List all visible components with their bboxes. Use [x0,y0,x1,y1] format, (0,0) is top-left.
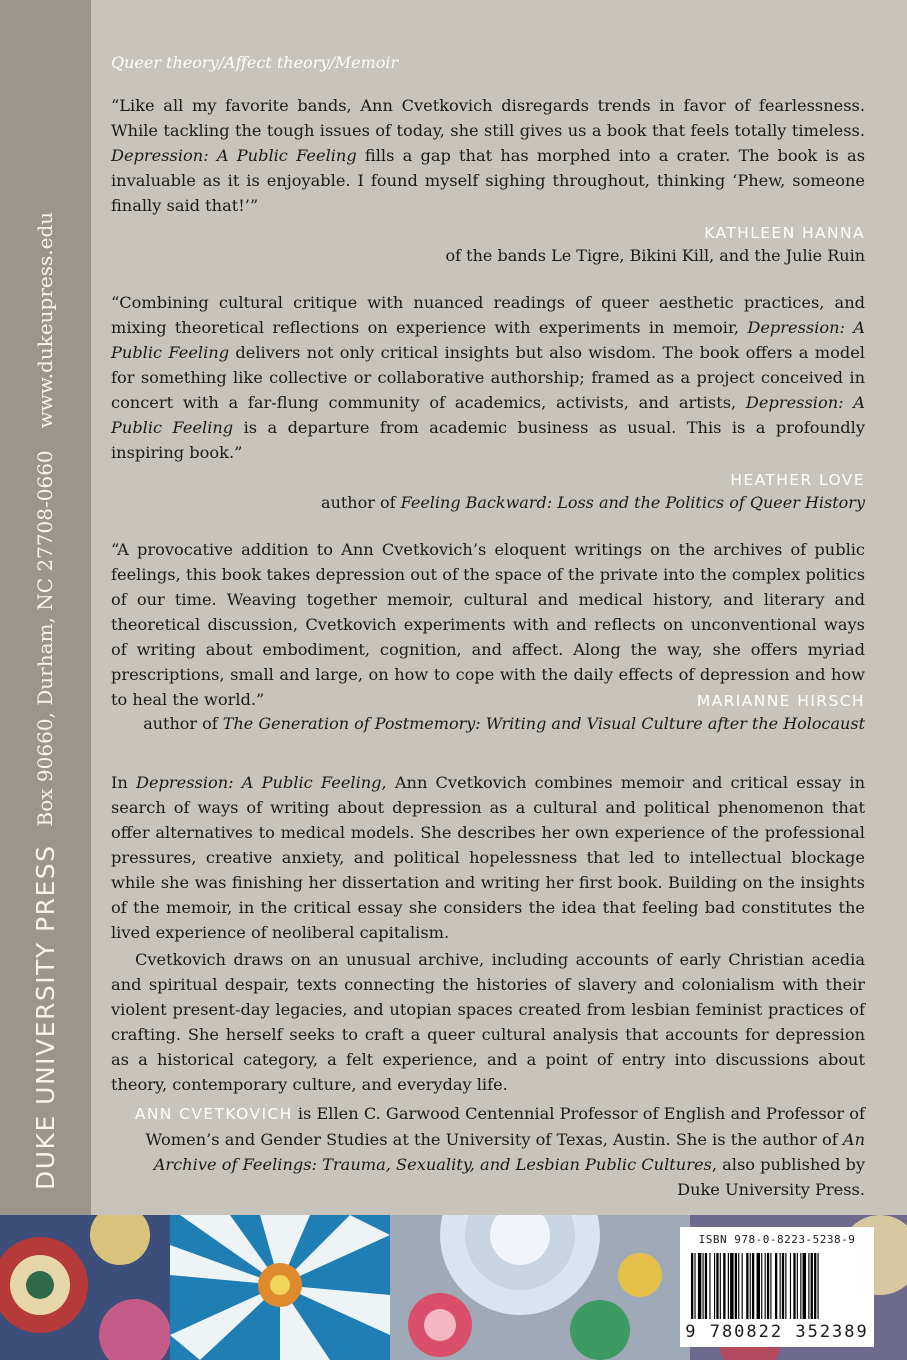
blurb-author: KATHLEEN HANNA [704,224,865,242]
blurb-affiliation: author of Feeling Backward: Loss and the Politics of Queer History [321,493,865,512]
main-content [111,50,865,1239]
author-name: ANN CVETKOVICH [134,1105,293,1123]
isbn-label: ISBN 978-0-8223-5238-9 [698,1233,856,1246]
blurb-author: MARIANNE HIRSCH [696,692,865,710]
author-bio: ANN CVETKOVICH is Ellen C. Garwood Centennial Professor of English and Professor of Women’s and Gender Studies at the University of Texas, Austin. She is the author of An Archive of Feelings: Trauma, Sexuality, and Lesbian Public Cultures, also published by Duke University Press. [134,1104,865,1199]
blurb-text: “Like all my favorite bands, Ann Cvetkovich disregards trends in favor of fearlessness. While tackling the tough issues of today, she still gives us a book that feels totally timeless. Depression: A Public Feeling fills a gap that has morphed into a crater. The book is as invaluable as it is enjoyable. I found myself sighing throughout, thinking ‘Phew, someone finally said that!’” [111,96,865,215]
blurb-hanna [111,93,865,268]
blurb-text: “A provocative addition to Ann Cvetkovich’s eloquent writings on the archives of public feelings, this book takes depression out of the space of the private into the complex politics of our time. Weaving together memoir, cultural and medical history, and literary and theoretical discussion, Cvetkovich experiments with and reflects on unconventional ways of writing about embodiment, cognition, and affect. Along the way, she offers myriad prescriptions, small and large, on how to cope with the daily effects of depression and how to heal the world.” [111,540,865,709]
blurb-text: “Combining cultural critique with nuanced readings of queer aesthetic practices, and mixing theoretical reflections on experience with experiments in memoir, Depression: A Public Feeling delivers not only critical insights but also wisdom. The book offers a model for something like collective or collaborative authorship; framed as a project conceived in concert with a far-flung community of academics, activists, and artists, Depression: A Public Feeling is a departure from academic business as usual. This is a profoundly inspiring book.” [111,293,865,462]
spine-text [20,40,70,1190]
blurb-hirsch [111,537,865,736]
isbn-barcode [680,1227,874,1347]
barcode-bars [691,1253,863,1319]
category-label: Queer theory/Affect theory/Memoir [111,53,399,72]
blurb-affiliation: author of The Generation of Postmemory: Writing and Visual Culture after the Holocaust [143,714,865,733]
description-paragraph: In Depression: A Public Feeling, Ann Cvetkovich combines memoir and critical essay in search of ways of writing about depression as a cultural and political phenomenon that offer alternatives to medical models. She describes her own experience of the professional pressures, creative anxiety, and political hopelessness that led to intellectual blockage while she was finishing her dissertation and writing her first book. Building on the insights of the memoir, in the critical essay she considers the idea that feeling bad constitutes the lived experience of neoliberal capitalism. [111,773,865,942]
publisher-address: Box 90660, Durham, NC 27708-0660 [33,450,57,827]
blurb-love [111,290,865,515]
publisher-website: www.dukeupress.edu [33,211,57,429]
isbn-digits: 9 780822 352389 [685,1322,869,1342]
blurb-author: HEATHER LOVE [730,471,865,489]
publisher-name: DUKE UNIVERSITY PRESS [30,844,60,1190]
description-paragraph: Cvetkovich draws on an unusual archive, including accounts of early Christian acedia and spiritual despair, texts connecting the histories of slavery and colonialism with their violent present-day legacies, and utopian spaces created from lesbian feminist practices of crafting. She herself seeks to craft a queer cultural analysis that accounts for depression as a historical category, a felt experience, and a point of entry into discussions about theory, contemporary culture, and everyday life. [111,950,865,1094]
spine-band [0,0,91,1215]
book-description [111,770,865,1097]
blurb-affiliation: of the bands Le Tigre, Bikini Kill, and the Julie Ruin [445,246,865,265]
